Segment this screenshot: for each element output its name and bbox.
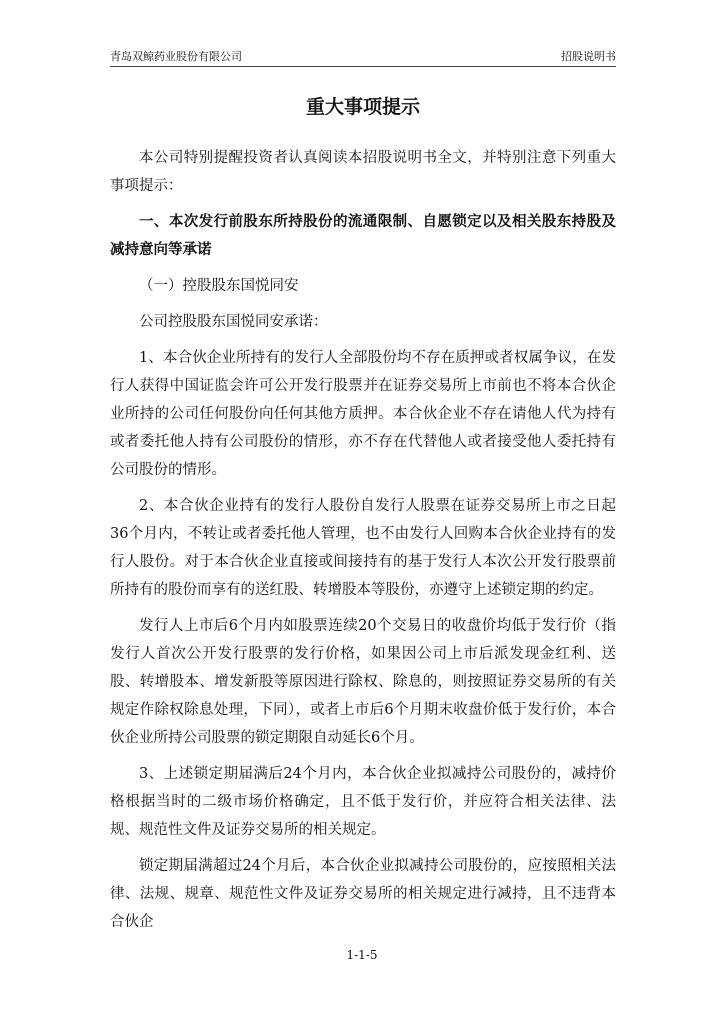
page-number: 1-1-5 xyxy=(346,948,378,962)
lead-paragraph: 公司控股股东国悦同安承诺： xyxy=(139,314,328,330)
header-company: 青岛双鲸药业股份有限公司 xyxy=(110,50,242,63)
page-content xyxy=(110,90,616,936)
header-doc-type: 招股说明书 xyxy=(561,50,616,63)
intro-paragraph: 本公司特别提醒投资者认真阅读本招股说明书全文，并特别注意下列重大事项提示： xyxy=(110,150,616,194)
page-header xyxy=(110,48,616,67)
subsection-heading: （一）控股股东国悦同安 xyxy=(139,278,299,294)
body-paragraph: 1、本合伙企业所持有的发行人全部股份均不存在质押或者权属争议，在发行人获得中国证监会许可公开发行股票并在证券交易所上市前也不将本合伙企业所持的公司任何股份向任何其他方质押。本合伙企业不存在请他人代为持有或者委托他人持有公司股份的情形，亦不存在代替他人或者接受他人委托持有公司股份的情形。 xyxy=(110,350,616,478)
body-paragraph: 发行人上市后6个月内如股票连续20个交易日的收盘价均低于发行价（指发行人首次公开发行股票的发行价格，如果因公司上市后派发现金红利、送股、转增股本、增发新股等原因进行除权、除息的，则按照证券交易所的有关规定作除权除息处理，下同），或者上市后6个月期末收盘价低于发行价，本合伙企业所持公司股票的锁定期限自动延长6个月。 xyxy=(110,618,616,746)
section-heading: 一、本次发行前股东所持股份的流通限制、自愿锁定以及相关股东持股及减持意向等承诺 xyxy=(110,214,616,258)
body-paragraph: 锁定期届满超过24个月后，本合伙企业拟减持公司股份的，应按照相关法律、法规、规章、规范性文件及证券交易所的相关规定进行减持，且不违背本合伙企 xyxy=(110,858,616,930)
body-paragraph: 3、上述锁定期届满后24个月内，本合伙企业拟减持公司股份的，减持价格根据当时的二级市场价格确定，且不低于发行价，并应符合相关法律、法规、规范性文件及证券交易所的相关规定。 xyxy=(110,766,616,838)
page-title: 重大事项提示 xyxy=(305,96,420,118)
body-paragraph: 2、本合伙企业持有的发行人股份自发行人股票在证券交易所上市之日起36个月内，不转让或者委托他人管理，也不由发行人回购本合伙企业持有的发行人股份。对于本合伙企业直接或间接持有的基于发行人本次公开发行股票前所持有的股份而享有的送红股、转增股本等股份，亦遵守上述锁定期的约定。 xyxy=(110,498,616,598)
